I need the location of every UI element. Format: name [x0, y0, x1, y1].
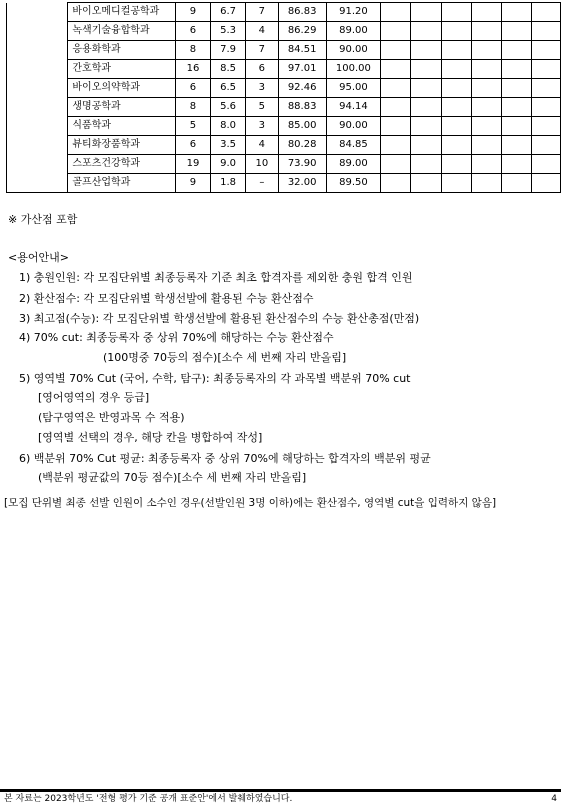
- glossary-line-4: 4) 70% cut: 최종등록자 중 상위 70%에 해당하는 수능 환산점수: [19, 331, 334, 344]
- department-cell: 뷰티화장품학과: [68, 136, 176, 155]
- empty-cell: [532, 117, 561, 136]
- table-row: [7, 60, 561, 79]
- value-cell: 7: [246, 3, 278, 22]
- value-cell: 9: [175, 3, 210, 22]
- empty-cell: [381, 3, 411, 22]
- empty-cell: [381, 174, 411, 193]
- empty-cell: [532, 155, 561, 174]
- empty-cell: [471, 136, 501, 155]
- value-cell: 89.00: [326, 155, 380, 174]
- empty-cell: [381, 155, 411, 174]
- empty-cell: [381, 41, 411, 60]
- glossary-line-2: 2) 환산점수: 각 모집단위별 학생선발에 활용된 수능 환산점수: [19, 292, 314, 305]
- value-cell: 97.01: [278, 60, 326, 79]
- empty-cell: [502, 98, 532, 117]
- empty-cell: [532, 174, 561, 193]
- value-cell: 89.00: [326, 22, 380, 41]
- table-row: [7, 174, 561, 193]
- empty-cell: [471, 41, 501, 60]
- empty-cell: [471, 60, 501, 79]
- value-cell: –: [246, 174, 278, 193]
- glossary-line-6-detail: (백분위 평균값의 70등 점수)[소수 세 번째 자리 반올림]: [38, 471, 307, 484]
- value-cell: 5.3: [210, 22, 245, 41]
- empty-cell: [502, 136, 532, 155]
- table-row: [7, 79, 561, 98]
- value-cell: 5: [175, 117, 210, 136]
- table-row: [7, 41, 561, 60]
- small-unit-note: [모집 단위별 최종 선발 인원이 소수인 경우(선발인원 3명 이하)에는 환산점수, 영역별 cut을 입력하지 않음]: [4, 497, 497, 509]
- empty-cell: [381, 98, 411, 117]
- empty-cell: [411, 155, 441, 174]
- glossary-line-3: 3) 최고점(수능): 각 모집단위별 학생선발에 활용된 환산점수의 수능 환산총점(만점): [19, 312, 420, 325]
- footer-source: 본 자료는 2023학년도 '전형 평가 기준 공개 표준안'에서 발췌하였습니다.: [4, 794, 293, 804]
- empty-cell: [441, 60, 471, 79]
- footer-rule: [0, 789, 561, 792]
- table-row: [7, 22, 561, 41]
- value-cell: 73.90: [278, 155, 326, 174]
- glossary-heading: <용어안내>: [8, 251, 69, 264]
- empty-cell: [471, 98, 501, 117]
- value-cell: 6: [175, 22, 210, 41]
- value-cell: 4: [246, 136, 278, 155]
- group-cell: [7, 22, 68, 41]
- empty-cell: [532, 3, 561, 22]
- empty-cell: [411, 117, 441, 136]
- value-cell: 89.50: [326, 174, 380, 193]
- value-cell: 6: [175, 79, 210, 98]
- empty-cell: [411, 136, 441, 155]
- empty-cell: [532, 22, 561, 41]
- value-cell: 88.83: [278, 98, 326, 117]
- empty-cell: [502, 41, 532, 60]
- empty-cell: [381, 22, 411, 41]
- value-cell: 86.83: [278, 3, 326, 22]
- empty-cell: [532, 79, 561, 98]
- glossary-line-4-detail: (100명중 70등의 점수)[소수 세 번째 자리 반올림]: [103, 351, 347, 364]
- table-row: [7, 136, 561, 155]
- value-cell: 85.00: [278, 117, 326, 136]
- value-cell: 9: [175, 174, 210, 193]
- value-cell: 95.00: [326, 79, 380, 98]
- department-cell: 녹색기술융합학과: [68, 22, 176, 41]
- value-cell: 86.29: [278, 22, 326, 41]
- department-cell: 바이오메디컬공학과: [68, 3, 176, 22]
- value-cell: 10: [246, 155, 278, 174]
- department-cell: 생명공학과: [68, 98, 176, 117]
- value-cell: 3.5: [210, 136, 245, 155]
- glossary-line-1: 1) 충원인원: 각 모집단위별 최종등록자 기준 최초 합격자를 제외한 충원 합격 인원: [19, 271, 413, 284]
- glossary-line-5-english: [영어영역의 경우 등급]: [38, 391, 150, 404]
- table-row: [7, 98, 561, 117]
- empty-cell: [532, 136, 561, 155]
- admission-results-table: [6, 2, 561, 193]
- department-cell: 바이오의약학과: [68, 79, 176, 98]
- department-cell: 스포츠건강학과: [68, 155, 176, 174]
- empty-cell: [502, 155, 532, 174]
- empty-cell: [471, 155, 501, 174]
- empty-cell: [441, 98, 471, 117]
- group-cell: [7, 60, 68, 79]
- value-cell: 4: [246, 22, 278, 41]
- glossary-line-6: 6) 백분위 70% Cut 평균: 최종등록자 중 상위 70%에 해당하는 합격자의 백분위 평균: [19, 452, 431, 465]
- table-row: [7, 117, 561, 136]
- empty-cell: [381, 79, 411, 98]
- empty-cell: [381, 60, 411, 79]
- group-cell: [7, 136, 68, 155]
- glossary-line-5: 5) 영역별 70% Cut (국어, 수학, 탐구): 최종등록자의 각 과목별 백분위 70% cut: [19, 372, 411, 385]
- value-cell: 6.5: [210, 79, 245, 98]
- department-cell: 골프산업학과: [68, 174, 176, 193]
- value-cell: 84.51: [278, 41, 326, 60]
- empty-cell: [441, 79, 471, 98]
- value-cell: 80.28: [278, 136, 326, 155]
- empty-cell: [471, 22, 501, 41]
- value-cell: 19: [175, 155, 210, 174]
- value-cell: 7.9: [210, 41, 245, 60]
- value-cell: 91.20: [326, 3, 380, 22]
- department-cell: 식품학과: [68, 117, 176, 136]
- empty-cell: [411, 98, 441, 117]
- group-cell: [7, 79, 68, 98]
- empty-cell: [502, 174, 532, 193]
- value-cell: 3: [246, 79, 278, 98]
- value-cell: 8.0: [210, 117, 245, 136]
- empty-cell: [411, 3, 441, 22]
- empty-cell: [441, 136, 471, 155]
- group-cell: [7, 98, 68, 117]
- value-cell: 16: [175, 60, 210, 79]
- empty-cell: [502, 3, 532, 22]
- value-cell: 32.00: [278, 174, 326, 193]
- table-row: [7, 155, 561, 174]
- empty-cell: [471, 117, 501, 136]
- empty-cell: [441, 174, 471, 193]
- empty-cell: [471, 3, 501, 22]
- empty-cell: [532, 98, 561, 117]
- value-cell: 94.14: [326, 98, 380, 117]
- empty-cell: [411, 41, 441, 60]
- empty-cell: [411, 60, 441, 79]
- empty-cell: [441, 22, 471, 41]
- value-cell: 90.00: [326, 117, 380, 136]
- glossary-line-5-merge: [영역별 선택의 경우, 해당 칸을 병합하여 작성]: [38, 431, 263, 444]
- group-cell: [7, 174, 68, 193]
- value-cell: 6: [175, 136, 210, 155]
- table-row: [7, 3, 561, 22]
- empty-cell: [441, 155, 471, 174]
- value-cell: 5.6: [210, 98, 245, 117]
- empty-cell: [532, 41, 561, 60]
- page-number: 4: [551, 794, 557, 804]
- empty-cell: [441, 117, 471, 136]
- department-cell: 응용화학과: [68, 41, 176, 60]
- value-cell: 100.00: [326, 60, 380, 79]
- value-cell: 6: [246, 60, 278, 79]
- value-cell: 5: [246, 98, 278, 117]
- glossary-line-5-inquiry: (탐구영역은 반영과목 수 적용): [38, 411, 185, 424]
- value-cell: 90.00: [326, 41, 380, 60]
- value-cell: 7: [246, 41, 278, 60]
- group-cell: [7, 117, 68, 136]
- value-cell: 8: [175, 98, 210, 117]
- group-cell: [7, 155, 68, 174]
- value-cell: 92.46: [278, 79, 326, 98]
- value-cell: 9.0: [210, 155, 245, 174]
- empty-cell: [532, 60, 561, 79]
- empty-cell: [502, 60, 532, 79]
- value-cell: 6.7: [210, 3, 245, 22]
- empty-cell: [471, 174, 501, 193]
- department-cell: 간호학과: [68, 60, 176, 79]
- empty-cell: [381, 136, 411, 155]
- value-cell: 8.5: [210, 60, 245, 79]
- group-cell: [7, 41, 68, 60]
- empty-cell: [502, 79, 532, 98]
- empty-cell: [411, 22, 441, 41]
- value-cell: 3: [246, 117, 278, 136]
- value-cell: 84.85: [326, 136, 380, 155]
- empty-cell: [441, 3, 471, 22]
- empty-cell: [441, 41, 471, 60]
- empty-cell: [502, 117, 532, 136]
- bonus-note: ※ 가산점 포함: [8, 213, 78, 226]
- empty-cell: [502, 22, 532, 41]
- group-cell: [7, 3, 68, 22]
- empty-cell: [381, 117, 411, 136]
- empty-cell: [471, 79, 501, 98]
- empty-cell: [411, 79, 441, 98]
- value-cell: 1.8: [210, 174, 245, 193]
- value-cell: 8: [175, 41, 210, 60]
- empty-cell: [411, 174, 441, 193]
